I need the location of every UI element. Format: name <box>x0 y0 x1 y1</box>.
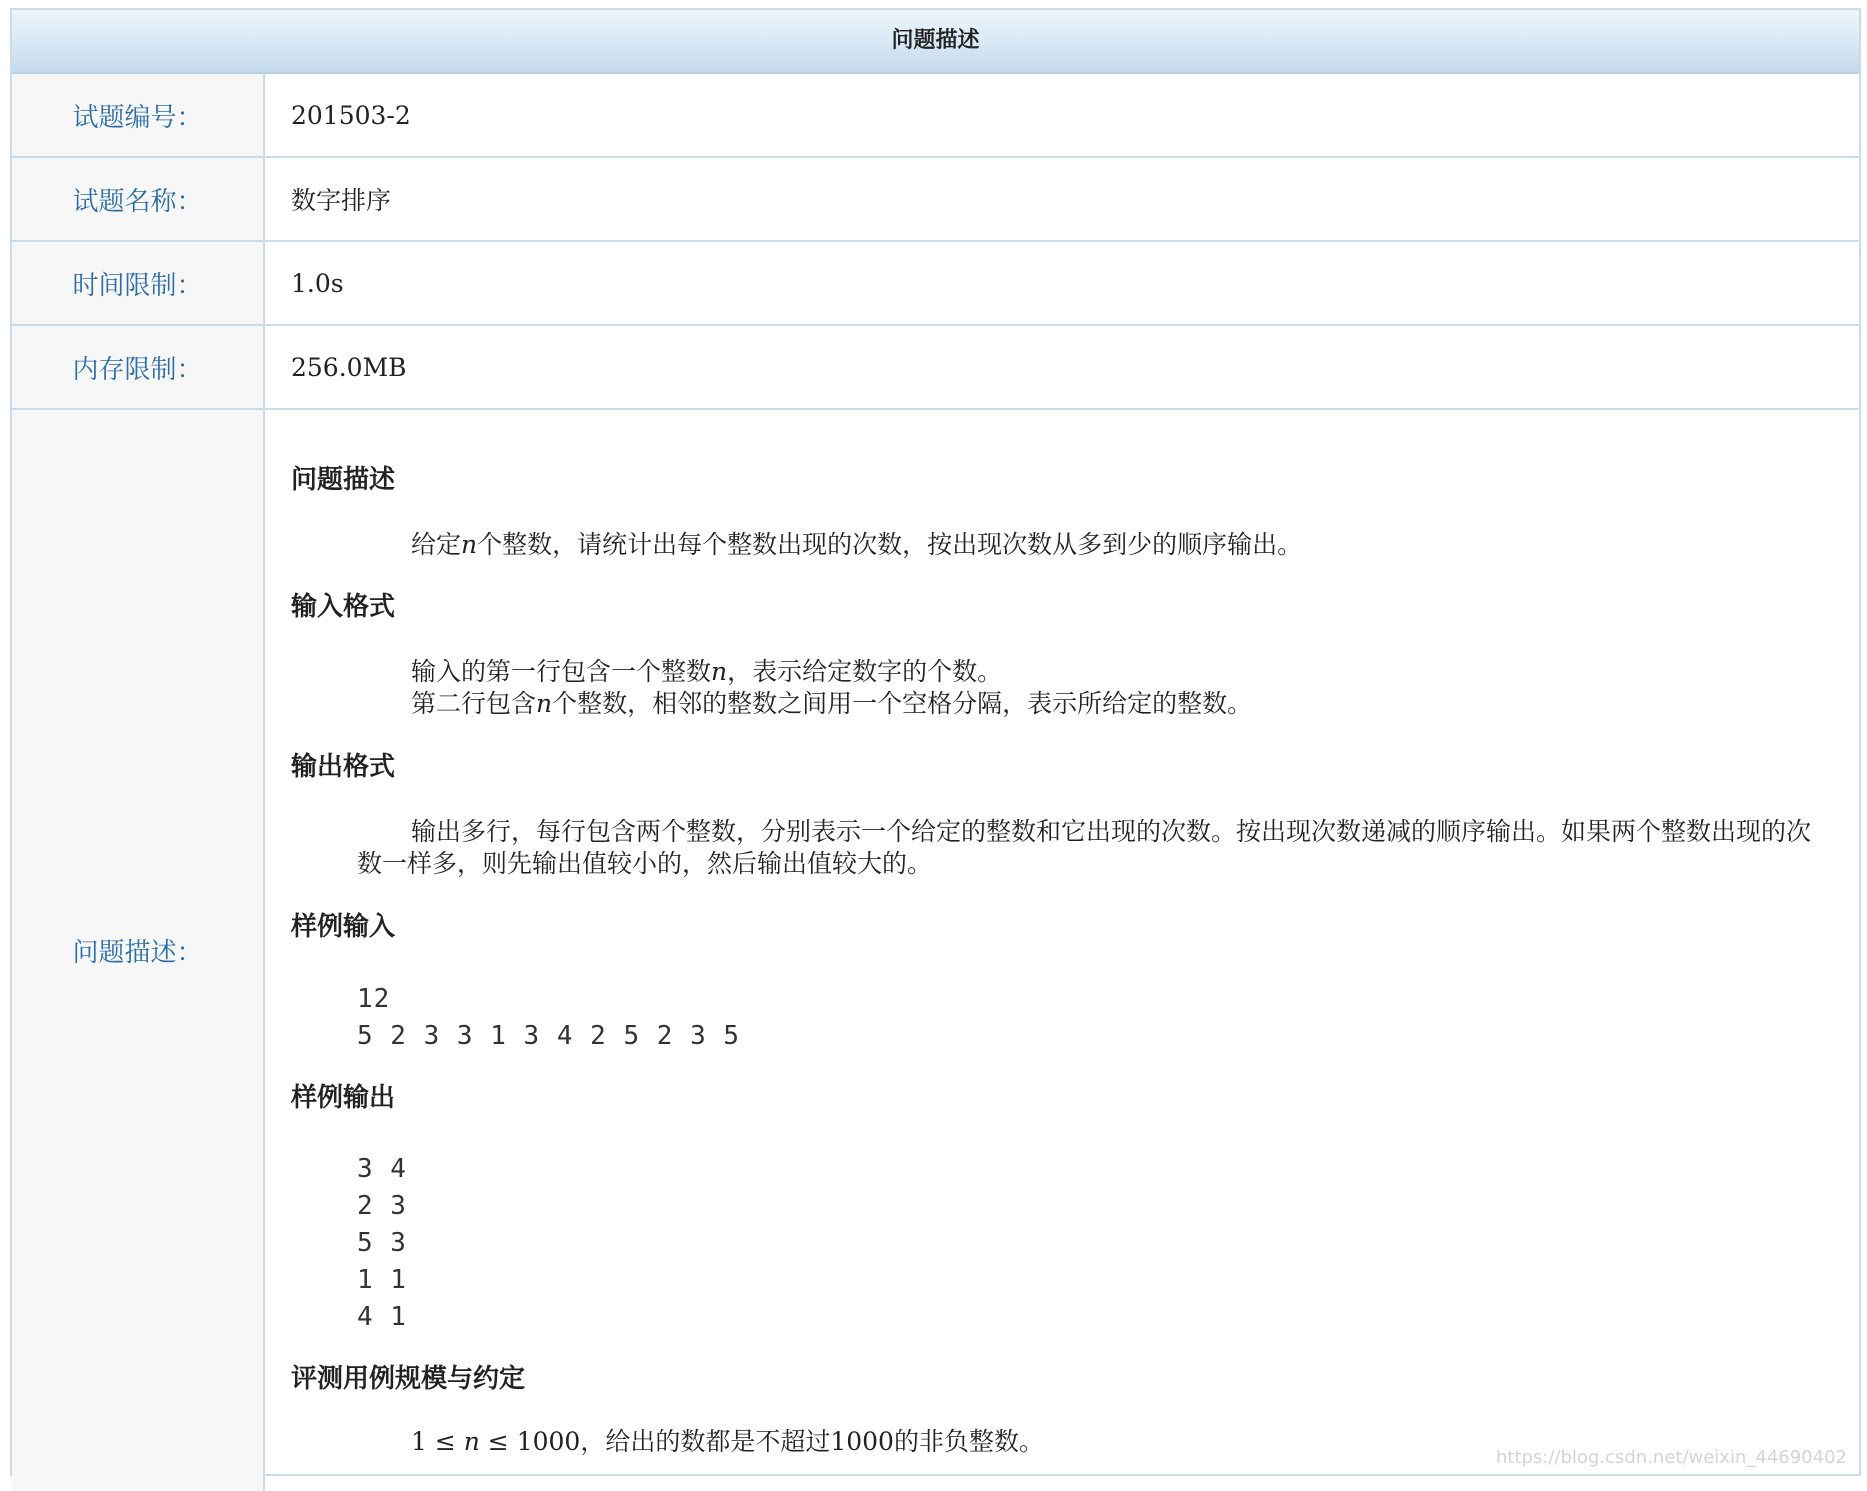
var-n: n <box>463 1427 480 1456</box>
description-cell <box>264 409 1859 1491</box>
problem-heading: 问题描述 <box>291 465 396 495</box>
input-line1-text-b: ，表示给定数字的个数。 <box>727 657 1003 686</box>
row-problem-id <box>12 74 1859 157</box>
problem-name-value: 数字排序 <box>264 157 1859 241</box>
description-label: 问题描述： <box>12 409 264 1491</box>
sample-output-heading: 样例输出 <box>291 1083 396 1113</box>
input-format-line-1 <box>411 656 1835 688</box>
panel-header-title: 问题描述 <box>12 10 1859 74</box>
sample-input-heading: 样例输入 <box>291 912 396 942</box>
time-limit-value: 1.0s <box>264 241 1859 325</box>
output-format-heading: 输出格式 <box>291 752 396 782</box>
row-problem-name <box>12 157 1859 241</box>
output-format-paragraph <box>357 816 1835 880</box>
memory-limit-value: 256.0MB <box>264 325 1859 409</box>
var-n: n <box>536 689 553 718</box>
input-line1-text-a: 输入的第一行包含一个整数 <box>411 657 712 686</box>
var-n: n <box>461 530 478 559</box>
problem-info-table <box>12 74 1859 1491</box>
problem-id-value: 201503-2 <box>291 100 411 130</box>
constraints-text-b: ≤ 1000，给出的数都是不超过1000的非负整数。 <box>479 1427 1044 1456</box>
row-memory-limit <box>12 325 1859 409</box>
row-description <box>12 409 1859 1491</box>
description-content <box>291 411 1835 1490</box>
sample-input-code: 12 5 2 3 3 1 3 4 2 5 2 3 5 <box>357 984 741 1051</box>
time-limit-label: 时间限制： <box>12 241 264 325</box>
input-format-line-2 <box>411 688 1835 720</box>
input-line2-text-b: 个整数，相邻的整数之间用一个空格分隔，表示所给定的整数。 <box>552 689 1253 718</box>
problem-id-label: 试题编号： <box>12 74 264 157</box>
constraints-text-a: 1 ≤ <box>411 1427 464 1456</box>
problem-paragraph <box>411 529 1835 561</box>
var-n: n <box>711 657 728 686</box>
problem-text-b: 个整数，请统计出每个整数出现的次数，按出现次数从多到少的顺序输出。 <box>477 530 1303 559</box>
problem-text-a: 给定 <box>411 530 462 559</box>
problem-name-label: 试题名称： <box>12 157 264 241</box>
watermark-url: https://blog.csdn.net/weixin_44690402 <box>1495 1447 1847 1468</box>
row-time-limit <box>12 241 1859 325</box>
input-line2-text-a: 第二行包含 <box>411 689 537 718</box>
output-format-text: 输出多行，每行包含两个整数，分别表示一个给定的整数和它出现的次数。按出现次数递减的顺序输出。如果两个整数出现的次数一样多，则先输出值较小的，然后输出值较大的。 <box>357 817 1812 878</box>
sample-output-code: 3 4 2 3 5 3 1 1 4 1 <box>357 1154 407 1332</box>
constraints-heading: 评测用例规模与约定 <box>291 1364 526 1394</box>
problem-panel <box>10 8 1861 1476</box>
input-format-heading: 输入格式 <box>291 592 396 622</box>
memory-limit-label: 内存限制： <box>12 325 264 409</box>
